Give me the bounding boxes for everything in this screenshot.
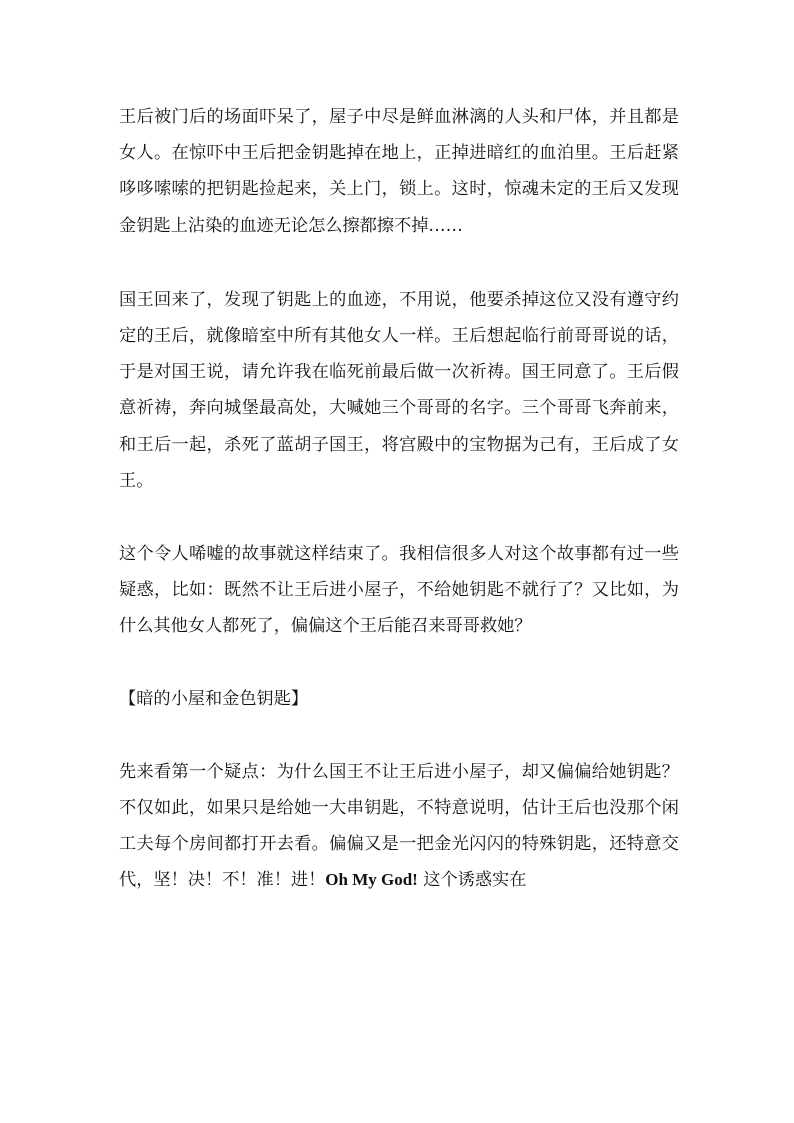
paragraph-3: 这个令人唏嘘的故事就这样结束了。我相信很多人对这个故事都有过一些疑惑，比如：既然不让王后进小屋子，不给她钥匙不就行了？又比如，为什么其他女人都死了，偏偏这个王后能召来哥哥救她？ <box>119 544 679 637</box>
document-page <box>119 99 679 899</box>
section-heading: 【暗的小屋和金色钥匙】 <box>119 688 309 709</box>
paragraph-4 <box>119 754 679 899</box>
paragraph-4-continuation: 这个诱惑实在 <box>417 870 527 891</box>
paragraph-1: 王后被门后的场面吓呆了，屋子中尽是鲜血淋漓的人头和尸体，并且都是女人。在惊吓中王后把金钥匙掉在地上，正掉进暗红的血泊里。王后赶紧哆哆嗦嗦的把钥匙捡起来，关上门，锁上。这时，惊魂未定的王后又发现金钥匙上沾染的血迹无论怎么擦都擦不掉…… <box>119 107 679 236</box>
paragraph-4-text: 先来看第一个疑点：为什么国王不让王后进小屋子，却又偏偏给她钥匙？不仅如此，如果只是给她一大串钥匙，不特意说明，估计王后也没那个闲工夫每个房间都打开去看。偏偏又是一把金光闪闪的特殊钥匙，还特意交代，坚！决！不！准！进！ <box>119 761 679 891</box>
exclamation-oh-my-god: Oh My God! <box>325 870 418 890</box>
paragraph-2: 国王回来了，发现了钥匙上的血迹，不用说，他要杀掉这位又没有遵守约定的王后，就像暗室中所有其他女人一样。王后想起临行前哥哥说的话，于是对国王说，请允许我在临死前最后做一次祈祷。国王同意了。王后假意祈祷，奔向城堡最高处，大喊她三个哥哥的名字。三个哥哥飞奔前来，和王后一起，杀死了蓝胡子国王，将宫殿中的宝物据为己有，王后成了女王。 <box>119 289 679 491</box>
